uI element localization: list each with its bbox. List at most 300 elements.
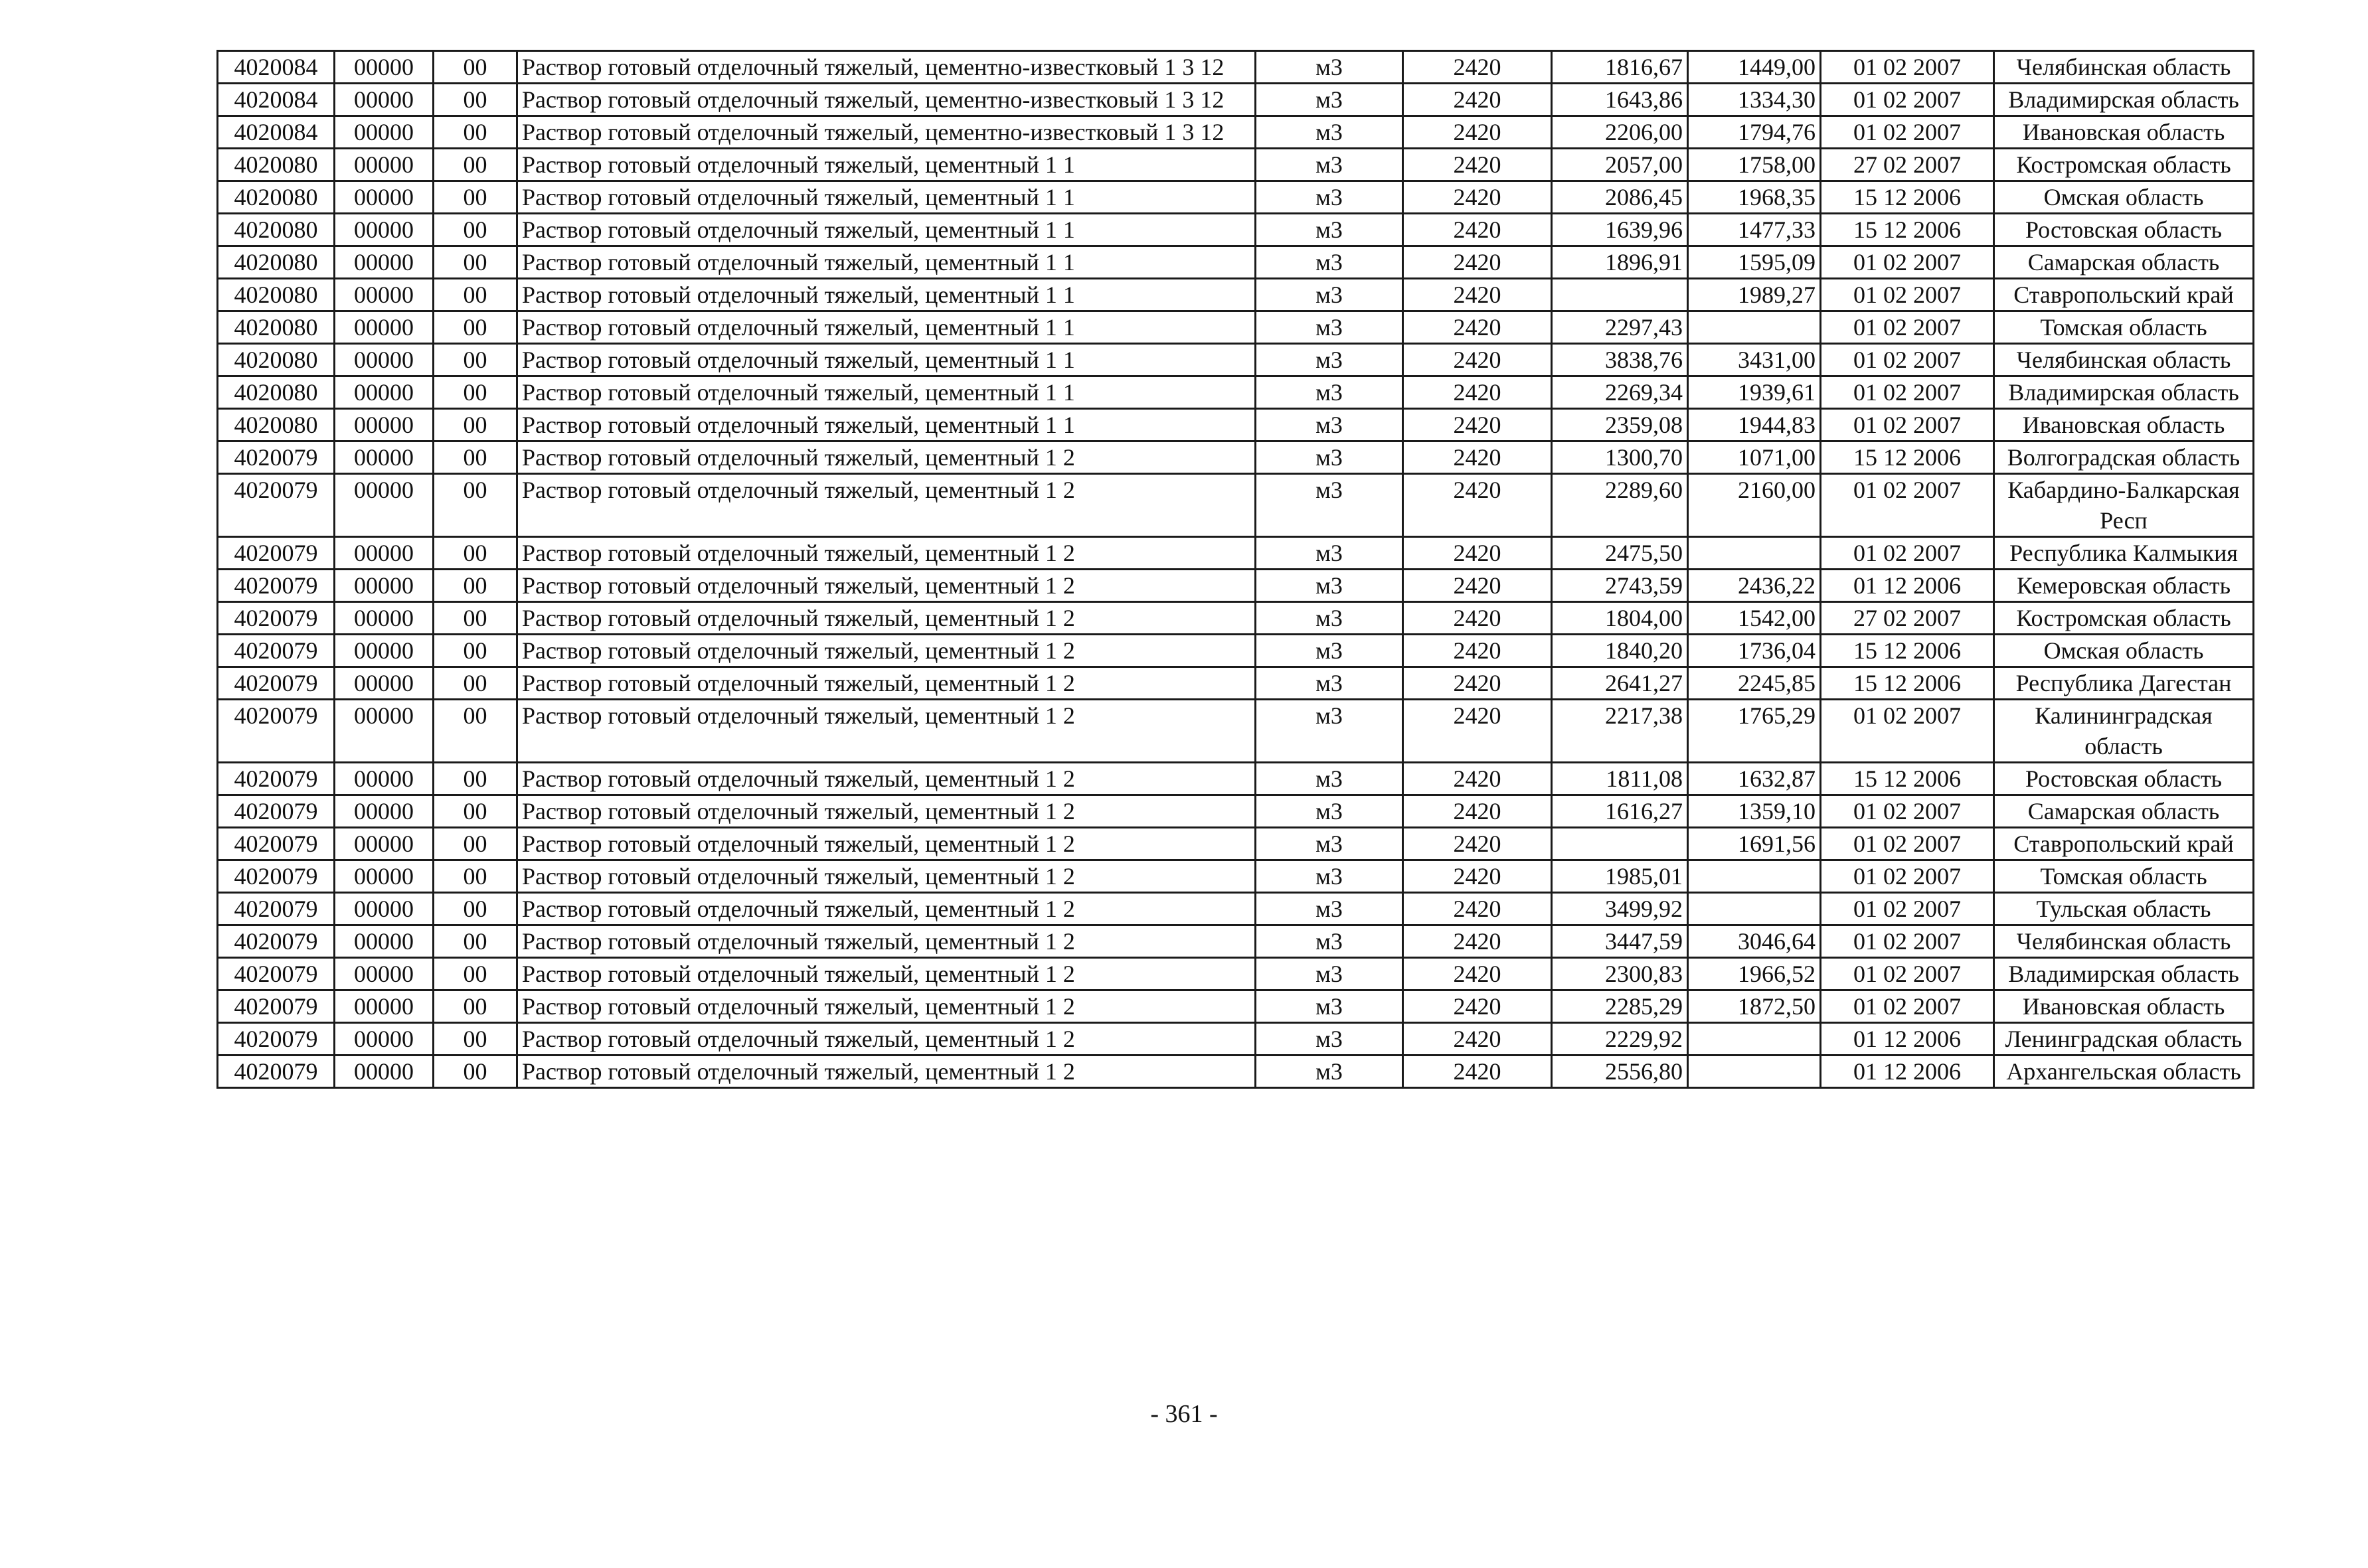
date-cell: 01 02 2007 xyxy=(1821,279,1994,311)
price-with-vat-cell: 1985,01 xyxy=(1552,860,1688,893)
item-code-cell: 4020079 xyxy=(218,537,335,570)
material-name-cell: Раствор готовый отделочный тяжелый, цементный 1 2 xyxy=(517,700,1256,763)
item-code-cell: 4020079 xyxy=(218,635,335,667)
material-name-cell: Раствор готовый отделочный тяжелый, цементный 1 2 xyxy=(517,860,1256,893)
date-cell: 01 02 2007 xyxy=(1821,860,1994,893)
material-name-cell: Раствор готовый отделочный тяжелый, цементный 1 2 xyxy=(517,925,1256,958)
table-row xyxy=(218,1023,2254,1056)
price-table xyxy=(216,50,2254,1089)
date-cell: 01 12 2006 xyxy=(1821,1023,1994,1056)
price-with-vat-cell: 1643,86 xyxy=(1552,84,1688,116)
region-cell: Тульская область xyxy=(1994,893,2254,925)
variant-code-cell: 00 xyxy=(434,376,517,409)
group-number-cell: 2420 xyxy=(1403,344,1552,376)
region-cell: Кабардино-Балкарская Респ xyxy=(1994,474,2254,537)
region-cell: Самарская область xyxy=(1994,246,2254,279)
table-row xyxy=(218,990,2254,1023)
material-name-cell: Раствор готовый отделочный тяжелый, цементный 1 2 xyxy=(517,602,1256,635)
material-name-cell: Раствор готовый отделочный тяжелый, цементный 1 2 xyxy=(517,474,1256,537)
item-code-cell: 4020079 xyxy=(218,570,335,602)
sub-code-cell: 00000 xyxy=(335,602,434,635)
price-with-vat-cell: 2057,00 xyxy=(1552,149,1688,181)
price-with-vat-cell: 2229,92 xyxy=(1552,1023,1688,1056)
price-without-vat-cell: 1966,52 xyxy=(1688,958,1821,990)
unit-cell: м3 xyxy=(1256,246,1403,279)
price-without-vat-cell: 3431,00 xyxy=(1688,344,1821,376)
table-row xyxy=(218,474,2254,537)
material-name-cell: Раствор готовый отделочный тяжелый, цементный 1 2 xyxy=(517,537,1256,570)
table-row xyxy=(218,958,2254,990)
sub-code-cell: 00000 xyxy=(335,700,434,763)
material-name-cell: Раствор готовый отделочный тяжелый, цементный 1 2 xyxy=(517,635,1256,667)
material-name-cell: Раствор готовый отделочный тяжелый, цементный 1 1 xyxy=(517,409,1256,441)
variant-code-cell: 00 xyxy=(434,149,517,181)
material-name-cell: Раствор готовый отделочный тяжелый, цементно-известковый 1 3 12 xyxy=(517,116,1256,149)
sub-code-cell: 00000 xyxy=(335,635,434,667)
date-cell: 01 02 2007 xyxy=(1821,376,1994,409)
group-number-cell: 2420 xyxy=(1403,51,1552,84)
group-number-cell: 2420 xyxy=(1403,474,1552,537)
item-code-cell: 4020080 xyxy=(218,376,335,409)
material-name-cell: Раствор готовый отделочный тяжелый, цементный 1 2 xyxy=(517,667,1256,700)
price-with-vat-cell: 2086,45 xyxy=(1552,181,1688,214)
variant-code-cell: 00 xyxy=(434,893,517,925)
price-with-vat-cell: 2297,43 xyxy=(1552,311,1688,344)
group-number-cell: 2420 xyxy=(1403,409,1552,441)
price-without-vat-cell: 1595,09 xyxy=(1688,246,1821,279)
item-code-cell: 4020080 xyxy=(218,246,335,279)
material-name-cell: Раствор готовый отделочный тяжелый, цементный 1 1 xyxy=(517,279,1256,311)
material-name-cell: Раствор готовый отделочный тяжелый, цементный 1 2 xyxy=(517,441,1256,474)
sub-code-cell: 00000 xyxy=(335,1056,434,1088)
unit-cell: м3 xyxy=(1256,667,1403,700)
date-cell: 15 12 2006 xyxy=(1821,441,1994,474)
group-number-cell: 2420 xyxy=(1403,537,1552,570)
price-with-vat-cell: 1816,67 xyxy=(1552,51,1688,84)
price-without-vat-cell: 2245,85 xyxy=(1688,667,1821,700)
date-cell: 01 12 2006 xyxy=(1821,570,1994,602)
price-without-vat-cell: 1872,50 xyxy=(1688,990,1821,1023)
date-cell: 01 02 2007 xyxy=(1821,828,1994,860)
price-without-vat-cell xyxy=(1688,311,1821,344)
unit-cell: м3 xyxy=(1256,149,1403,181)
date-cell: 01 02 2007 xyxy=(1821,116,1994,149)
item-code-cell: 4020079 xyxy=(218,763,335,795)
date-cell: 01 02 2007 xyxy=(1821,795,1994,828)
table-row xyxy=(218,828,2254,860)
group-number-cell: 2420 xyxy=(1403,763,1552,795)
material-name-cell: Раствор готовый отделочный тяжелый, цементный 1 1 xyxy=(517,344,1256,376)
unit-cell: м3 xyxy=(1256,893,1403,925)
unit-cell: м3 xyxy=(1256,51,1403,84)
item-code-cell: 4020084 xyxy=(218,116,335,149)
variant-code-cell: 00 xyxy=(434,246,517,279)
unit-cell: м3 xyxy=(1256,1023,1403,1056)
variant-code-cell: 00 xyxy=(434,925,517,958)
region-cell: Ставропольский край xyxy=(1994,279,2254,311)
unit-cell: м3 xyxy=(1256,311,1403,344)
region-cell: Кемеровская область xyxy=(1994,570,2254,602)
table-row xyxy=(218,116,2254,149)
group-number-cell: 2420 xyxy=(1403,116,1552,149)
price-with-vat-cell: 2206,00 xyxy=(1552,116,1688,149)
material-name-cell: Раствор готовый отделочный тяжелый, цементный 1 2 xyxy=(517,958,1256,990)
unit-cell: м3 xyxy=(1256,409,1403,441)
region-cell: Костромская область xyxy=(1994,602,2254,635)
material-name-cell: Раствор готовый отделочный тяжелый, цементный 1 1 xyxy=(517,214,1256,246)
price-without-vat-cell: 2160,00 xyxy=(1688,474,1821,537)
region-cell: Республика Дагестан xyxy=(1994,667,2254,700)
sub-code-cell: 00000 xyxy=(335,990,434,1023)
group-number-cell: 2420 xyxy=(1403,570,1552,602)
region-cell: Ивановская область xyxy=(1994,990,2254,1023)
table-row xyxy=(218,51,2254,84)
date-cell: 01 02 2007 xyxy=(1821,990,1994,1023)
region-cell: Томская область xyxy=(1994,860,2254,893)
unit-cell: м3 xyxy=(1256,279,1403,311)
variant-code-cell: 00 xyxy=(434,1023,517,1056)
date-cell: 27 02 2007 xyxy=(1821,602,1994,635)
unit-cell: м3 xyxy=(1256,441,1403,474)
table-row xyxy=(218,344,2254,376)
material-name-cell: Раствор готовый отделочный тяжелый, цементный 1 2 xyxy=(517,795,1256,828)
group-number-cell: 2420 xyxy=(1403,958,1552,990)
item-code-cell: 4020079 xyxy=(218,1056,335,1088)
date-cell: 01 02 2007 xyxy=(1821,925,1994,958)
table-row xyxy=(218,311,2254,344)
group-number-cell: 2420 xyxy=(1403,279,1552,311)
price-with-vat-cell: 2289,60 xyxy=(1552,474,1688,537)
price-with-vat-cell: 1840,20 xyxy=(1552,635,1688,667)
date-cell: 01 02 2007 xyxy=(1821,537,1994,570)
unit-cell: м3 xyxy=(1256,763,1403,795)
material-name-cell: Раствор готовый отделочный тяжелый, цементный 1 2 xyxy=(517,1023,1256,1056)
item-code-cell: 4020079 xyxy=(218,828,335,860)
price-with-vat-cell: 3499,92 xyxy=(1552,893,1688,925)
group-number-cell: 2420 xyxy=(1403,795,1552,828)
sub-code-cell: 00000 xyxy=(335,570,434,602)
material-name-cell: Раствор готовый отделочный тяжелый, цементный 1 1 xyxy=(517,311,1256,344)
table-row xyxy=(218,700,2254,763)
table-row xyxy=(218,795,2254,828)
unit-cell: м3 xyxy=(1256,344,1403,376)
price-with-vat-cell: 2285,29 xyxy=(1552,990,1688,1023)
region-cell: Ростовская область xyxy=(1994,763,2254,795)
sub-code-cell: 00000 xyxy=(335,409,434,441)
item-code-cell: 4020080 xyxy=(218,149,335,181)
item-code-cell: 4020080 xyxy=(218,344,335,376)
region-cell: Ленинградская область xyxy=(1994,1023,2254,1056)
group-number-cell: 2420 xyxy=(1403,84,1552,116)
group-number-cell: 2420 xyxy=(1403,700,1552,763)
region-cell: Калининградская область xyxy=(1994,700,2254,763)
table-row xyxy=(218,860,2254,893)
price-with-vat-cell: 1804,00 xyxy=(1552,602,1688,635)
price-with-vat-cell xyxy=(1552,828,1688,860)
sub-code-cell: 00000 xyxy=(335,441,434,474)
region-cell: Челябинская область xyxy=(1994,51,2254,84)
price-without-vat-cell: 1071,00 xyxy=(1688,441,1821,474)
price-without-vat-cell: 1968,35 xyxy=(1688,181,1821,214)
region-cell: Владимирская область xyxy=(1994,376,2254,409)
variant-code-cell: 00 xyxy=(434,214,517,246)
region-cell: Томская область xyxy=(1994,311,2254,344)
date-cell: 01 02 2007 xyxy=(1821,51,1994,84)
price-without-vat-cell xyxy=(1688,1056,1821,1088)
price-without-vat-cell: 1334,30 xyxy=(1688,84,1821,116)
date-cell: 15 12 2006 xyxy=(1821,181,1994,214)
group-number-cell: 2420 xyxy=(1403,214,1552,246)
unit-cell: м3 xyxy=(1256,860,1403,893)
price-with-vat-cell: 2475,50 xyxy=(1552,537,1688,570)
item-code-cell: 4020080 xyxy=(218,311,335,344)
variant-code-cell: 00 xyxy=(434,279,517,311)
price-with-vat-cell: 3838,76 xyxy=(1552,344,1688,376)
sub-code-cell: 00000 xyxy=(335,958,434,990)
variant-code-cell: 00 xyxy=(434,635,517,667)
region-cell: Костромская область xyxy=(1994,149,2254,181)
item-code-cell: 4020079 xyxy=(218,602,335,635)
material-name-cell: Раствор готовый отделочный тяжелый, цементный 1 2 xyxy=(517,1056,1256,1088)
sub-code-cell: 00000 xyxy=(335,474,434,537)
table-row xyxy=(218,1056,2254,1088)
price-with-vat-cell: 1639,96 xyxy=(1552,214,1688,246)
price-without-vat-cell: 1758,00 xyxy=(1688,149,1821,181)
unit-cell: м3 xyxy=(1256,570,1403,602)
variant-code-cell: 00 xyxy=(434,409,517,441)
sub-code-cell: 00000 xyxy=(335,344,434,376)
date-cell: 01 02 2007 xyxy=(1821,958,1994,990)
date-cell: 01 02 2007 xyxy=(1821,344,1994,376)
table-row xyxy=(218,667,2254,700)
material-name-cell: Раствор готовый отделочный тяжелый, цементный 1 1 xyxy=(517,246,1256,279)
material-name-cell: Раствор готовый отделочный тяжелый, цементный 1 2 xyxy=(517,763,1256,795)
unit-cell: м3 xyxy=(1256,214,1403,246)
table-row xyxy=(218,635,2254,667)
price-with-vat-cell: 3447,59 xyxy=(1552,925,1688,958)
group-number-cell: 2420 xyxy=(1403,828,1552,860)
variant-code-cell: 00 xyxy=(434,700,517,763)
unit-cell: м3 xyxy=(1256,925,1403,958)
price-without-vat-cell: 1691,56 xyxy=(1688,828,1821,860)
group-number-cell: 2420 xyxy=(1403,635,1552,667)
price-without-vat-cell: 1632,87 xyxy=(1688,763,1821,795)
sub-code-cell: 00000 xyxy=(335,246,434,279)
sub-code-cell: 00000 xyxy=(335,376,434,409)
item-code-cell: 4020079 xyxy=(218,990,335,1023)
item-code-cell: 4020079 xyxy=(218,925,335,958)
price-without-vat-cell: 2436,22 xyxy=(1688,570,1821,602)
sub-code-cell: 00000 xyxy=(335,1023,434,1056)
price-with-vat-cell: 2743,59 xyxy=(1552,570,1688,602)
page-number: - 361 - xyxy=(1150,1400,1218,1428)
table-row xyxy=(218,763,2254,795)
price-without-vat-cell xyxy=(1688,893,1821,925)
region-cell: Волгоградская область xyxy=(1994,441,2254,474)
item-code-cell: 4020079 xyxy=(218,441,335,474)
price-with-vat-cell: 1300,70 xyxy=(1552,441,1688,474)
variant-code-cell: 00 xyxy=(434,763,517,795)
item-code-cell: 4020079 xyxy=(218,860,335,893)
sub-code-cell: 00000 xyxy=(335,537,434,570)
group-number-cell: 2420 xyxy=(1403,925,1552,958)
date-cell: 15 12 2006 xyxy=(1821,635,1994,667)
table-row xyxy=(218,441,2254,474)
table-row xyxy=(218,149,2254,181)
unit-cell: м3 xyxy=(1256,376,1403,409)
variant-code-cell: 00 xyxy=(434,537,517,570)
date-cell: 15 12 2006 xyxy=(1821,667,1994,700)
price-without-vat-cell xyxy=(1688,860,1821,893)
price-without-vat-cell: 1765,29 xyxy=(1688,700,1821,763)
region-cell: Республика Калмыкия xyxy=(1994,537,2254,570)
unit-cell: м3 xyxy=(1256,990,1403,1023)
region-cell: Ивановская область xyxy=(1994,116,2254,149)
price-with-vat-cell: 2359,08 xyxy=(1552,409,1688,441)
sub-code-cell: 00000 xyxy=(335,311,434,344)
price-without-vat-cell: 1736,04 xyxy=(1688,635,1821,667)
item-code-cell: 4020079 xyxy=(218,958,335,990)
item-code-cell: 4020079 xyxy=(218,700,335,763)
region-cell: Архангельская область xyxy=(1994,1056,2254,1088)
price-without-vat-cell: 1449,00 xyxy=(1688,51,1821,84)
unit-cell: м3 xyxy=(1256,700,1403,763)
variant-code-cell: 00 xyxy=(434,795,517,828)
material-name-cell: Раствор готовый отделочный тяжелый, цементный 1 1 xyxy=(517,149,1256,181)
unit-cell: м3 xyxy=(1256,635,1403,667)
group-number-cell: 2420 xyxy=(1403,667,1552,700)
variant-code-cell: 00 xyxy=(434,116,517,149)
material-name-cell: Раствор готовый отделочный тяжелый, цементный 1 2 xyxy=(517,893,1256,925)
price-with-vat-cell xyxy=(1552,279,1688,311)
variant-code-cell: 00 xyxy=(434,828,517,860)
unit-cell: м3 xyxy=(1256,958,1403,990)
sub-code-cell: 00000 xyxy=(335,181,434,214)
variant-code-cell: 00 xyxy=(434,958,517,990)
item-code-cell: 4020080 xyxy=(218,279,335,311)
unit-cell: м3 xyxy=(1256,795,1403,828)
region-cell: Ивановская область xyxy=(1994,409,2254,441)
variant-code-cell: 00 xyxy=(434,344,517,376)
price-without-vat-cell: 3046,64 xyxy=(1688,925,1821,958)
price-without-vat-cell: 1359,10 xyxy=(1688,795,1821,828)
price-with-vat-cell: 1896,91 xyxy=(1552,246,1688,279)
date-cell: 01 02 2007 xyxy=(1821,893,1994,925)
material-name-cell: Раствор готовый отделочный тяжелый, цементный 1 1 xyxy=(517,181,1256,214)
price-without-vat-cell xyxy=(1688,1023,1821,1056)
item-code-cell: 4020079 xyxy=(218,474,335,537)
price-with-vat-cell: 2556,80 xyxy=(1552,1056,1688,1088)
item-code-cell: 4020079 xyxy=(218,795,335,828)
date-cell: 15 12 2006 xyxy=(1821,214,1994,246)
material-name-cell: Раствор готовый отделочный тяжелый, цементный 1 2 xyxy=(517,990,1256,1023)
group-number-cell: 2420 xyxy=(1403,893,1552,925)
sub-code-cell: 00000 xyxy=(335,149,434,181)
sub-code-cell: 00000 xyxy=(335,51,434,84)
item-code-cell: 4020079 xyxy=(218,893,335,925)
item-code-cell: 4020080 xyxy=(218,181,335,214)
variant-code-cell: 00 xyxy=(434,990,517,1023)
material-name-cell: Раствор готовый отделочный тяжелый, цементный 1 2 xyxy=(517,828,1256,860)
group-number-cell: 2420 xyxy=(1403,181,1552,214)
price-with-vat-cell: 1616,27 xyxy=(1552,795,1688,828)
sub-code-cell: 00000 xyxy=(335,795,434,828)
table-row xyxy=(218,893,2254,925)
price-with-vat-cell: 1811,08 xyxy=(1552,763,1688,795)
date-cell: 01 12 2006 xyxy=(1821,1056,1994,1088)
item-code-cell: 4020084 xyxy=(218,51,335,84)
region-cell: Челябинская область xyxy=(1994,344,2254,376)
date-cell: 01 02 2007 xyxy=(1821,246,1994,279)
region-cell: Ставропольский край xyxy=(1994,828,2254,860)
price-without-vat-cell: 1944,83 xyxy=(1688,409,1821,441)
material-name-cell: Раствор готовый отделочный тяжелый, цементный 1 2 xyxy=(517,570,1256,602)
region-cell: Самарская область xyxy=(1994,795,2254,828)
item-code-cell: 4020080 xyxy=(218,409,335,441)
group-number-cell: 2420 xyxy=(1403,149,1552,181)
price-with-vat-cell: 2269,34 xyxy=(1552,376,1688,409)
price-without-vat-cell: 1939,61 xyxy=(1688,376,1821,409)
date-cell: 01 02 2007 xyxy=(1821,700,1994,763)
sub-code-cell: 00000 xyxy=(335,667,434,700)
variant-code-cell: 00 xyxy=(434,602,517,635)
price-without-vat-cell: 1542,00 xyxy=(1688,602,1821,635)
sub-code-cell: 00000 xyxy=(335,763,434,795)
price-with-vat-cell: 2300,83 xyxy=(1552,958,1688,990)
table-row xyxy=(218,602,2254,635)
unit-cell: м3 xyxy=(1256,181,1403,214)
variant-code-cell: 00 xyxy=(434,311,517,344)
date-cell: 01 02 2007 xyxy=(1821,311,1994,344)
unit-cell: м3 xyxy=(1256,537,1403,570)
group-number-cell: 2420 xyxy=(1403,1023,1552,1056)
group-number-cell: 2420 xyxy=(1403,246,1552,279)
price-without-vat-cell: 1794,76 xyxy=(1688,116,1821,149)
region-cell: Владимирская область xyxy=(1994,958,2254,990)
unit-cell: м3 xyxy=(1256,474,1403,537)
unit-cell: м3 xyxy=(1256,1056,1403,1088)
price-with-vat-cell: 2641,27 xyxy=(1552,667,1688,700)
material-name-cell: Раствор готовый отделочный тяжелый, цементно-известковый 1 3 12 xyxy=(517,51,1256,84)
variant-code-cell: 00 xyxy=(434,181,517,214)
item-code-cell: 4020080 xyxy=(218,214,335,246)
sub-code-cell: 00000 xyxy=(335,828,434,860)
unit-cell: м3 xyxy=(1256,602,1403,635)
price-without-vat-cell: 1989,27 xyxy=(1688,279,1821,311)
table-row xyxy=(218,409,2254,441)
date-cell: 01 02 2007 xyxy=(1821,84,1994,116)
sub-code-cell: 00000 xyxy=(335,279,434,311)
variant-code-cell: 00 xyxy=(434,667,517,700)
group-number-cell: 2420 xyxy=(1403,1056,1552,1088)
table-row xyxy=(218,537,2254,570)
sub-code-cell: 00000 xyxy=(335,116,434,149)
price-without-vat-cell xyxy=(1688,537,1821,570)
sub-code-cell: 00000 xyxy=(335,893,434,925)
table-row xyxy=(218,84,2254,116)
variant-code-cell: 00 xyxy=(434,860,517,893)
material-name-cell: Раствор готовый отделочный тяжелый, цементный 1 1 xyxy=(517,376,1256,409)
variant-code-cell: 00 xyxy=(434,84,517,116)
table-row xyxy=(218,214,2254,246)
table-row xyxy=(218,181,2254,214)
date-cell: 27 02 2007 xyxy=(1821,149,1994,181)
sub-code-cell: 00000 xyxy=(335,925,434,958)
material-name-cell: Раствор готовый отделочный тяжелый, цементно-известковый 1 3 12 xyxy=(517,84,1256,116)
date-cell: 15 12 2006 xyxy=(1821,763,1994,795)
sub-code-cell: 00000 xyxy=(335,860,434,893)
variant-code-cell: 00 xyxy=(434,570,517,602)
